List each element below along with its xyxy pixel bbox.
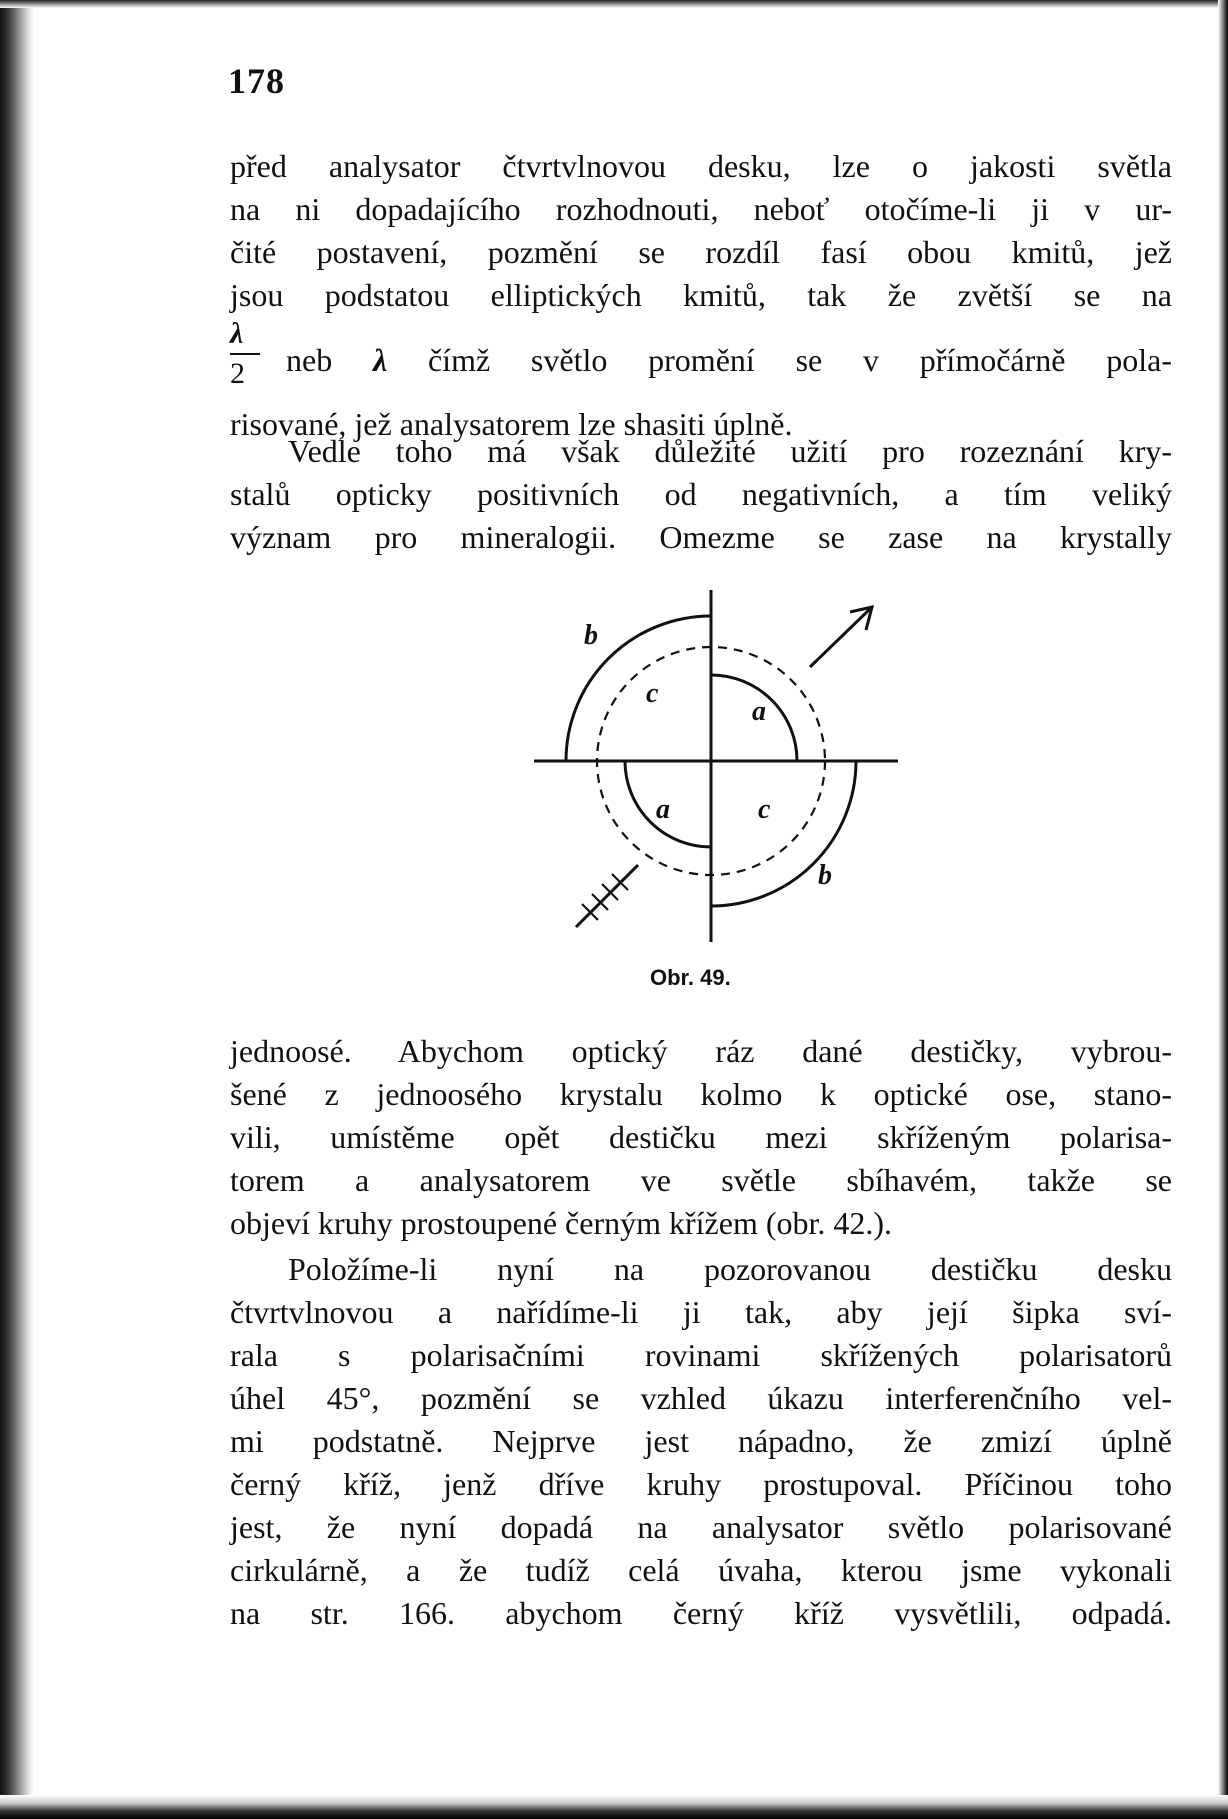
text-line: šené z jednoosého krystalu kolmo k optické ose, stano- [230, 1076, 1172, 1112]
text-line: na str. 166. abychom černý kříž vysvětlili, odpadá. [230, 1595, 1172, 1631]
fraction-bar [230, 353, 260, 355]
text-line: úhel 45°, pozmění se vzhled úkazu interferenčního vel- [230, 1380, 1172, 1416]
page-number: 178 [228, 61, 285, 101]
label-a-bottom: a [656, 794, 670, 825]
label-c-top: c [646, 678, 659, 709]
figure-caption: Obr. 49. [650, 965, 731, 990]
text-line: jest, že nyní dopadá na analysator světlo polarisované [230, 1509, 1172, 1545]
arrow-shaft-top-right [810, 607, 872, 667]
book-spine-shadow [0, 0, 34, 1819]
text-line: Položíme-li nyní na pozorovanou destičku desku [288, 1251, 1172, 1287]
bottom-edge-shadow [0, 1795, 1228, 1819]
text-line: na ni dopadajícího rozhodnouti, neboť otočíme-li ji v ur- [230, 191, 1172, 227]
fraction-numerator: λ [230, 317, 244, 350]
paragraph-1 [230, 145, 1172, 446]
text-line: před analysator čtvrtvlnovou desku, lze o jakosti světla [230, 148, 1172, 184]
text-line: čtvrtvlnovou a nařídíme-li ji tak, aby její šipka sví- [230, 1294, 1172, 1330]
text-line: Vedle toho má však důležité užití pro rozeznání kry- [288, 433, 1172, 469]
lambda-half-fraction [230, 317, 260, 391]
label-a-top: a [752, 696, 766, 727]
figure-49-diagram [520, 582, 900, 952]
label-b-bottom: b [818, 860, 832, 891]
paragraph-2 [230, 430, 1172, 559]
text-line: černý kříž, jenž dříve kruhy prostupoval. Příčinou toho [230, 1466, 1172, 1502]
text-rest: čímž světlo promění se v přímočárně pola- [427, 342, 1173, 378]
text-line: risované, jež analysatorem lze shasiti úplně. [230, 406, 793, 442]
text-line: rala s polarisačními rovinami skřížených polarisatorů [230, 1337, 1172, 1373]
text-line: jsou podstatou elliptických kmitů, tak že zvětší se na [230, 277, 1172, 313]
right-edge-shadow [1218, 0, 1228, 1819]
text-line: objeví kruhy prostoupené černým křížem (obr. 42.). [230, 1205, 893, 1241]
fraction-line [230, 317, 1172, 403]
arrow-shaft-bottom-left [576, 865, 638, 927]
text-line: stalů opticky positivních od negativních, a tím veliký [230, 476, 1172, 512]
fraction-line-text [286, 339, 1172, 382]
label-b-top: b [584, 620, 598, 651]
lambda-symbol: λ [372, 342, 388, 378]
top-edge-shadow [0, 0, 1228, 8]
outer-arc-bottom-right [711, 761, 856, 906]
text-line: vili, umístěme opět destičku mezi skříženým polarisa- [230, 1119, 1172, 1155]
label-c-bottom: c [758, 794, 771, 825]
paragraph-4 [230, 1248, 1172, 1635]
text-line: torem a analysatorem ve světle sbíhavém, takže se [230, 1162, 1172, 1198]
text-line: mi podstatně. Nejprve jest nápadno, že zmizí úplně [230, 1423, 1172, 1459]
text-line: jednoosé. Abychom optický ráz dané destičky, vybrou- [230, 1033, 1172, 1069]
text-neb: neb [286, 342, 333, 378]
text-line: význam pro mineralogii. Omezme se zase na krystally [230, 519, 1172, 555]
text-line: čité postavení, pozmění se rozdíl fasí obou kmitů, jež [230, 234, 1172, 270]
paragraph-3 [230, 1030, 1172, 1245]
text-line: cirkulárně, a že tudíž celá úvaha, kterou jsme vykonali [230, 1552, 1172, 1588]
fraction-denominator: 2 [230, 357, 245, 390]
